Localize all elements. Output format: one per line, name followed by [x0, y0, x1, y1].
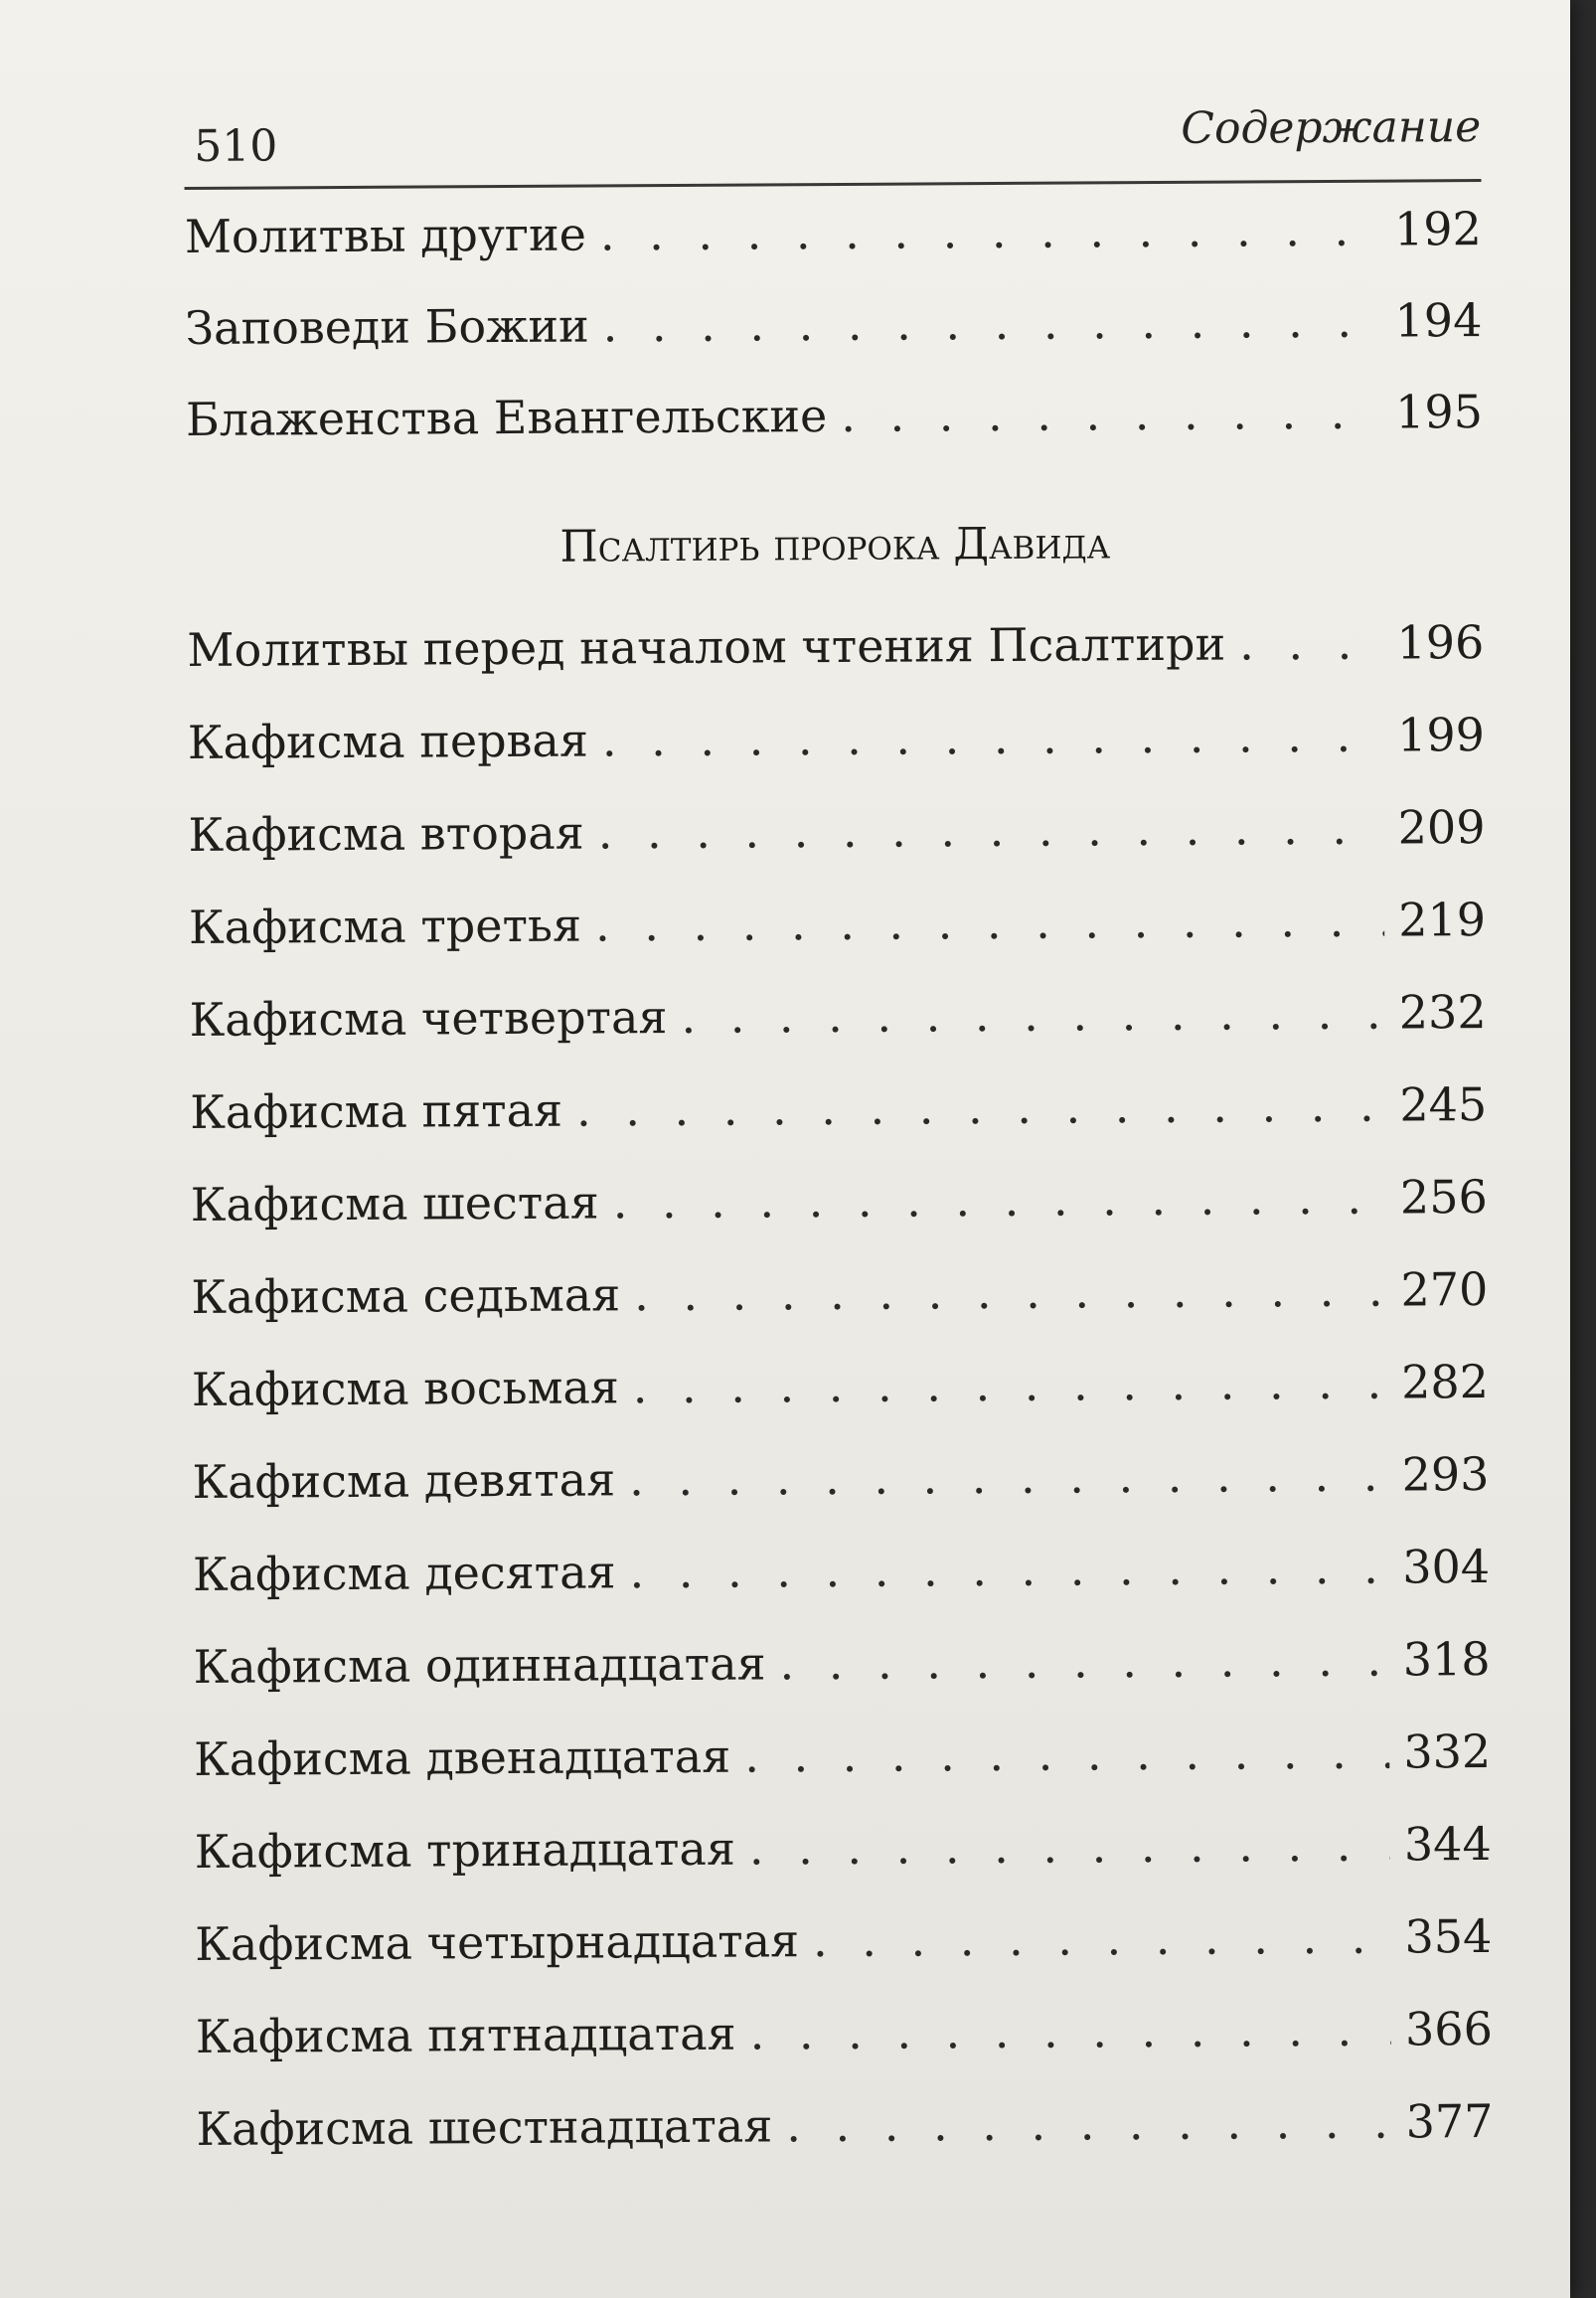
toc-entry-title: Кафисма девятая — [192, 1452, 616, 1509]
toc-entry-title: Кафисма пятнадцатая — [195, 2006, 736, 2063]
page-number: 510 — [194, 120, 278, 172]
toc-leader-dots — [603, 294, 1381, 353]
toc-leader-dots — [598, 801, 1384, 860]
toc-leader-dots — [629, 1448, 1388, 1507]
toc-entry — [195, 1817, 1493, 1917]
toc-entry-title: Молитвы другие — [184, 207, 587, 263]
toc-entry — [186, 385, 1484, 484]
toc-entry — [191, 1170, 1489, 1270]
toc-entry — [196, 2002, 1494, 2102]
toc-leader-dots — [629, 1541, 1388, 1599]
toc-entry-title: Заповеди Божии — [185, 298, 589, 355]
toc-entry-title: Кафисма третья — [188, 898, 582, 954]
toc-entry-page: 318 — [1402, 1631, 1491, 1687]
toc-entry-page: 293 — [1401, 1447, 1490, 1502]
toc-entry — [188, 708, 1486, 808]
toc-entry-page: 377 — [1405, 2093, 1494, 2149]
toc-entry-page: 332 — [1403, 1724, 1492, 1779]
toc-entry-title: Кафисма четырнадцатая — [195, 1913, 800, 1971]
toc-leader-dots — [602, 709, 1384, 767]
toc-entry-page: 209 — [1397, 800, 1486, 855]
toc-entry-page: 232 — [1398, 985, 1487, 1040]
toc-leader-dots — [613, 1171, 1387, 1230]
toc-entry-title: Кафисма шестая — [190, 1175, 599, 1231]
toc-entry-title: Кафисма шестнадцатая — [196, 2098, 773, 2156]
toc-leader-dots — [779, 1633, 1389, 1691]
toc-list-after — [187, 615, 1494, 2195]
toc-entry-title: Кафисма седьмая — [191, 1267, 621, 1324]
toc-entry-page: 282 — [1400, 1355, 1490, 1409]
toc-entry — [192, 1355, 1490, 1455]
toc-leader-dots — [1239, 616, 1383, 671]
toc-entry — [189, 893, 1487, 993]
toc-entry — [188, 800, 1486, 901]
toc-entry-title: Кафисма вторая — [188, 805, 584, 862]
toc-leader-dots — [749, 1818, 1390, 1876]
toc-entry-title: Кафисма двенадцатая — [194, 1728, 731, 1786]
toc-entry — [193, 1540, 1491, 1640]
toc-entry-page: 270 — [1400, 1262, 1489, 1317]
toc-entry-title: Кафисма тринадцатая — [194, 1821, 736, 1879]
toc-leader-dots — [786, 2095, 1392, 2153]
toc-entry-page: 354 — [1404, 1908, 1493, 1964]
section-heading: Псалтирь пророка Давида — [559, 517, 1111, 573]
toc-leader-dots — [749, 2003, 1391, 2060]
toc-leader-dots — [600, 203, 1380, 261]
toc-entry-page: 194 — [1394, 293, 1483, 348]
toc-leader-dots — [744, 1725, 1389, 1783]
toc-entry-title: Блаженства Евангельские — [185, 389, 828, 446]
toc-leader-dots — [576, 1078, 1386, 1137]
toc-entry-page: 195 — [1394, 385, 1484, 439]
toc-entry — [196, 2094, 1494, 2195]
toc-entry — [195, 1909, 1493, 2010]
toc-entry — [185, 202, 1483, 301]
toc-entry-page: 366 — [1404, 2001, 1494, 2056]
toc-entry-title: Молитвы перед началом чтения Псалтири — [187, 616, 1226, 677]
toc-entry-title: Кафисма одиннадцатая — [193, 1636, 766, 1694]
toc-entry — [192, 1447, 1490, 1548]
toc-entry — [190, 1077, 1488, 1178]
toc-entry-page: 199 — [1396, 708, 1486, 762]
toc-entry-title: Кафисма первая — [187, 713, 589, 769]
toc-leader-dots — [595, 894, 1385, 952]
toc-entry-title: Кафисма пятая — [190, 1082, 563, 1139]
toc-entry-page: 344 — [1403, 1816, 1492, 1872]
toc-entry-page: 219 — [1398, 893, 1487, 947]
toc-entry-title: Кафисма восьмая — [191, 1360, 619, 1416]
toc-leader-dots — [633, 1356, 1388, 1414]
toc-entry — [185, 293, 1483, 393]
toc-leader-dots — [634, 1263, 1387, 1322]
toc-entry — [187, 615, 1485, 716]
page-header — [184, 91, 1482, 190]
toc-entry-page: 245 — [1399, 1077, 1488, 1132]
toc-leader-dots — [681, 986, 1385, 1044]
page-content — [184, 91, 1494, 2195]
running-title: Содержание — [1181, 101, 1482, 154]
toc-entry-title: Кафисма четвертая — [189, 990, 668, 1047]
toc-entry-page: 304 — [1402, 1540, 1491, 1594]
toc-entry — [191, 1262, 1489, 1363]
toc-entry-page: 192 — [1393, 202, 1482, 256]
toc-entry — [193, 1632, 1491, 1732]
toc-entry — [194, 1724, 1492, 1825]
toc-leader-dots — [813, 1910, 1391, 1968]
toc-leader-dots — [841, 386, 1381, 442]
toc-entry-title: Кафисма десятая — [192, 1545, 616, 1601]
toc-entry — [189, 985, 1487, 1085]
toc-entry-page: 196 — [1396, 615, 1485, 670]
toc-list-before — [185, 202, 1484, 484]
toc-entry-page: 256 — [1399, 1170, 1488, 1225]
